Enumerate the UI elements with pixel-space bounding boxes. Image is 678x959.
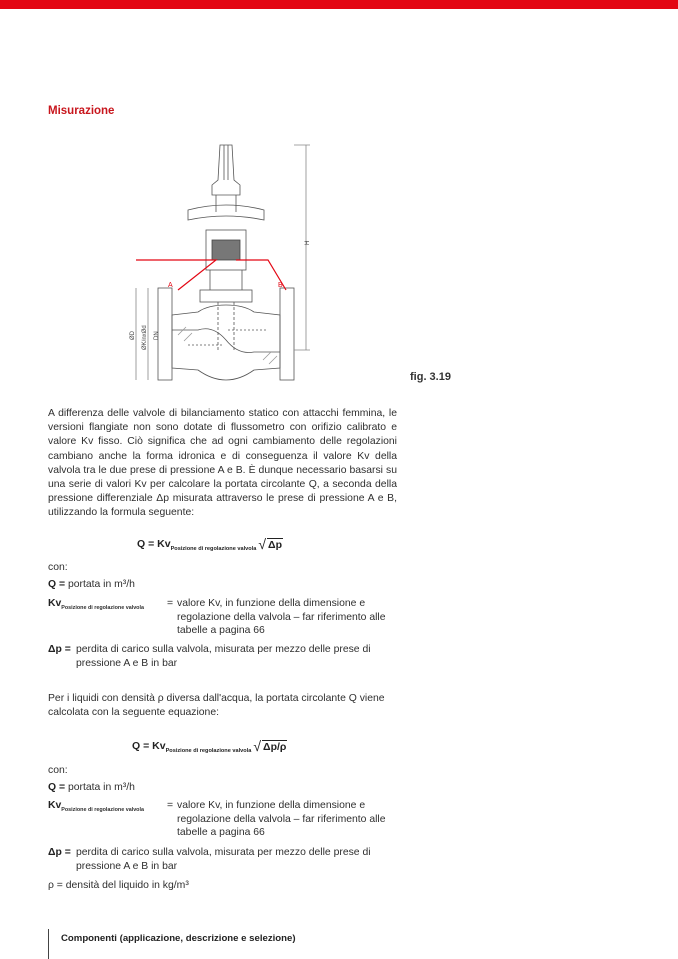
def-q <box>48 578 398 592</box>
formula-subscript: Posizione di regolazione valvola <box>170 546 257 552</box>
dim-od-label: ØD <box>130 331 136 340</box>
defs2-con-label: con: <box>48 765 68 776</box>
def-dp-term: Δp = <box>48 644 71 655</box>
def-kv-desc: valore Kv, in funzione della dimensione e regolazione della valvola – far riferimento alle tabelle a pagina 66 <box>177 598 386 636</box>
formula-flow-density <box>132 738 287 754</box>
valve-technical-drawing <box>128 140 328 385</box>
def-kv <box>48 597 398 639</box>
def2-kv <box>48 799 398 841</box>
intro-paragraph: A differenza delle valvole di bilanciamento statico con attacchi femmina, le versioni flangiate non sono dotate di flussometro con orifizio calibrato e valore Kv fisso. Ciò significa che ad ogni cambiamento delle regolazioni cambiano anche la forma idronica e di conseguenza il valore Kv della valvola tra le due prese di pressione A e B. È dunque necessario basarsi su una serie di valori Kv per calcolare la portata circolante Q, a seconda della pressione differenziale Δp misurata attraverso le prese di pressione A e B, utilizzando la formula seguente: <box>48 408 397 519</box>
formula-lhs: Q = Kv <box>137 538 171 550</box>
def2-dp <box>48 846 398 874</box>
def2-kv-sub: Posizione di regolazione valvola <box>61 807 144 813</box>
def-dp-desc: perdita di carico sulla valvola, misurata per mezzo delle prese di pressione A e B in bar <box>76 644 371 669</box>
formula2-lhs: Q = Kv <box>132 740 166 752</box>
formula2-radicand: Δp/ρ <box>263 740 287 753</box>
def2-rho: ρ = densità del liquido in kg/m³ <box>48 880 189 891</box>
def-q-term: Q = <box>48 579 66 590</box>
def2-kv-term: Kv <box>48 800 62 811</box>
formula-flow <box>137 536 283 552</box>
top-accent-bar <box>0 0 678 9</box>
def-kv-term: Kv <box>48 598 62 609</box>
footer-rule <box>48 929 49 959</box>
dim-ok-label: ØK/nxØd <box>142 325 148 350</box>
def2-dp-term: Δp = <box>48 847 71 858</box>
def2-kv-desc: valore Kv, in funzione della dimensione e regolazione della valvola – far riferimento alle tabelle a pagina 66 <box>177 800 386 838</box>
def-kv-sub: Posizione di regolazione valvola <box>61 605 144 611</box>
density-paragraph: Per i liquidi con densità ρ diversa dall'acqua, la portata circolante Q viene calcolata con la seguente equazione: <box>48 693 385 719</box>
dim-h-label: H <box>305 240 311 245</box>
def2-kv-eq: = <box>167 800 174 811</box>
def2-q-desc: portata in m³/h <box>67 782 135 793</box>
def-kv-eq: = <box>167 598 174 609</box>
def2-q <box>48 781 398 795</box>
dim-dn-label: DN <box>154 331 160 340</box>
def-dp <box>48 643 398 671</box>
formula2-subscript: Posizione di regolazione valvola <box>165 748 252 754</box>
marker-a: A <box>168 282 173 289</box>
def2-dp-desc: perdita di carico sulla valvola, misurata per mezzo delle prese di pressione A e B in bar <box>76 847 371 872</box>
page-footer: Componenti (applicazione, descrizione e selezione) <box>61 933 296 944</box>
def-q-desc: portata in m³/h <box>67 579 135 590</box>
figure-caption: fig. 3.19 <box>410 371 451 383</box>
sqrt-symbol-2: √ <box>253 738 262 754</box>
defs-con-label: con: <box>48 562 68 573</box>
sqrt-symbol: √ <box>258 536 267 552</box>
formula-radicand: Δp <box>268 538 283 551</box>
marker-b: B <box>278 282 283 289</box>
valve-drawing <box>128 140 328 390</box>
section-title: Misurazione <box>48 105 115 117</box>
def2-q-term: Q = <box>48 782 66 793</box>
